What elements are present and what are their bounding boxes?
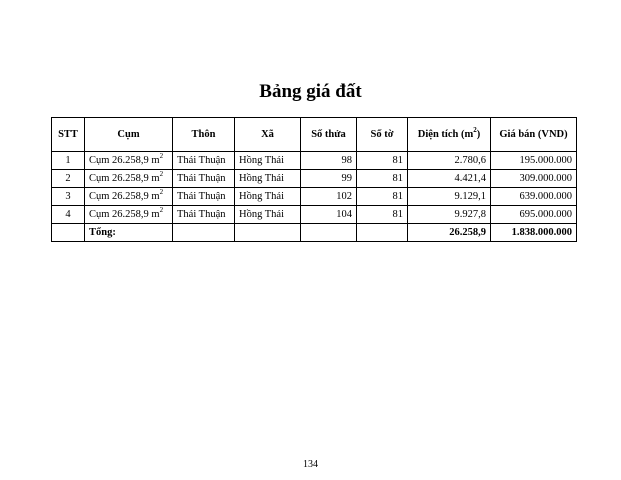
cell-thon: Thái Thuận xyxy=(173,188,235,206)
total-label: Tổng: xyxy=(85,224,173,242)
cell-so-to: 81 xyxy=(357,170,408,188)
cell-cum xyxy=(85,206,173,224)
cell-cum-text: Cụm 26.258,9 m xyxy=(89,173,160,184)
cell-dien-tich: 2.780,6 xyxy=(408,152,491,170)
cell-dien-tich: 9.129,1 xyxy=(408,188,491,206)
cell-so-thua: 102 xyxy=(301,188,357,206)
cell-xa: Hồng Thái xyxy=(235,206,301,224)
cell-cum-sup: 2 xyxy=(159,169,164,178)
header-so-to: Số tờ xyxy=(357,118,408,152)
cell-cum xyxy=(85,152,173,170)
cell-so-thua: 104 xyxy=(301,206,357,224)
header-dien-tich-label: Diện tích (m xyxy=(417,129,474,140)
cell-cum-sup: 2 xyxy=(159,187,164,196)
page-number: 134 xyxy=(303,459,318,470)
header-thon: Thôn xyxy=(173,118,235,152)
cell-so-to: 81 xyxy=(357,188,408,206)
header-dien-tich-sup: 2 xyxy=(473,125,477,134)
table-header-row xyxy=(52,118,577,152)
cell-so-to: 81 xyxy=(357,206,408,224)
total-dien-tich: 26.258,9 xyxy=(408,224,491,242)
table-row xyxy=(52,188,577,206)
cell-cum-sup: 2 xyxy=(159,151,164,160)
cell-dien-tich: 4.421,4 xyxy=(408,170,491,188)
cell-gia-ban: 195.000.000 xyxy=(491,152,577,170)
table-total-row xyxy=(52,224,577,242)
header-so-thua: Số thửa xyxy=(301,118,357,152)
cell-dien-tich: 9.927,8 xyxy=(408,206,491,224)
cell-stt: 1 xyxy=(52,152,85,170)
header-dien-tich-close: ) xyxy=(476,129,481,140)
cell-cum xyxy=(85,188,173,206)
header-xa: Xã xyxy=(235,118,301,152)
table-row xyxy=(52,152,577,170)
header-stt: STT xyxy=(52,118,85,152)
table-row xyxy=(52,206,577,224)
cell-cum-text: Cụm 26.258,9 m xyxy=(89,209,160,220)
cell-empty xyxy=(52,224,85,242)
cell-gia-ban: 309.000.000 xyxy=(491,170,577,188)
land-price-table xyxy=(51,117,577,242)
cell-empty xyxy=(357,224,408,242)
cell-cum-text: Cụm 26.258,9 m xyxy=(89,155,160,166)
cell-cum-text: Cụm 26.258,9 m xyxy=(89,191,160,202)
cell-xa: Hồng Thái xyxy=(235,188,301,206)
cell-empty xyxy=(173,224,235,242)
page-title: Bảng giá đất xyxy=(259,81,362,102)
cell-xa: Hồng Thái xyxy=(235,170,301,188)
cell-gia-ban: 695.000.000 xyxy=(491,206,577,224)
cell-empty xyxy=(235,224,301,242)
cell-so-thua: 98 xyxy=(301,152,357,170)
total-gia-ban: 1.838.000.000 xyxy=(491,224,577,242)
cell-empty xyxy=(301,224,357,242)
header-gia-ban: Giá bán (VND) xyxy=(491,118,577,152)
cell-cum xyxy=(85,170,173,188)
table-row xyxy=(52,170,577,188)
cell-so-thua: 99 xyxy=(301,170,357,188)
cell-stt: 2 xyxy=(52,170,85,188)
cell-thon: Thái Thuận xyxy=(173,206,235,224)
cell-stt: 4 xyxy=(52,206,85,224)
cell-so-to: 81 xyxy=(357,152,408,170)
cell-gia-ban: 639.000.000 xyxy=(491,188,577,206)
cell-thon: Thái Thuận xyxy=(173,152,235,170)
cell-cum-sup: 2 xyxy=(159,205,164,214)
cell-stt: 3 xyxy=(52,188,85,206)
header-dien-tich xyxy=(408,118,491,152)
cell-xa: Hồng Thái xyxy=(235,152,301,170)
cell-thon: Thái Thuận xyxy=(173,170,235,188)
header-cum: Cụm xyxy=(85,118,173,152)
